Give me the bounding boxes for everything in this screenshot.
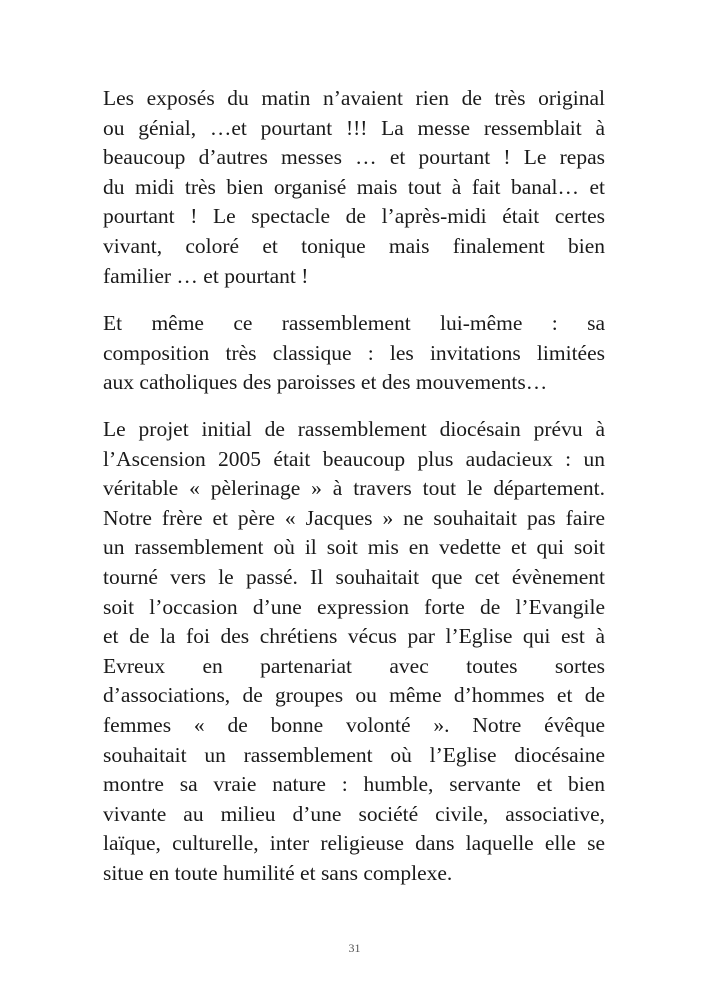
text-line: d’associations, de groupes ou même d’hommes et de [103, 683, 605, 708]
text-line: soit l’occasion d’une expression forte de l’Evangile [103, 594, 605, 619]
text-line: Et même ce rassemblement lui-même : sa [103, 311, 605, 335]
text-line: souhaitait un rassemblement où l’Eglise diocésaine [103, 742, 605, 767]
text-line: Notre frère et père « Jacques » ne souhaitait pas faire [103, 505, 605, 530]
text-line: vivant, coloré et tonique mais finalement bien [103, 233, 605, 258]
paragraph-2 [103, 309, 605, 398]
text-line: laïque, culturelle, inter religieuse dans laquelle elle se [103, 831, 605, 856]
paragraph-3 [103, 415, 605, 889]
page-number: 31 [348, 941, 361, 955]
text-line: pourtant ! Le spectacle de l’après-midi était certes [103, 204, 605, 229]
text-line: beaucoup d’autres messes … et pourtant ! Le repas [103, 145, 605, 170]
paragraph-1 [103, 84, 605, 291]
text-line: du midi très bien organisé mais tout à fait banal… et [103, 174, 605, 199]
text-line: véritable « pèlerinage » à travers tout le département. [103, 476, 605, 501]
text-line: ou génial, …et pourtant !!! La messe ressemblait à [103, 115, 605, 140]
text-line: un rassemblement où il soit mis en vedette et qui soit [103, 535, 605, 560]
text-line: Les exposés du matin n’avaient rien de très original [103, 86, 605, 110]
text-line: composition très classique : les invitations limitées [103, 340, 605, 365]
text-line: l’Ascension 2005 était beaucoup plus audacieux : un [103, 446, 605, 471]
text-line: tourné vers le passé. Il souhaitait que cet évènement [103, 564, 605, 589]
text-line: Le projet initial de rassemblement diocésain prévu à [103, 417, 605, 441]
text-line: femmes « de bonne volonté ». Notre évêque [103, 712, 605, 737]
text-line: montre sa vraie nature : humble, servante et bien [103, 772, 605, 797]
text-line: situe en toute humilité et sans complexe. [103, 860, 453, 885]
text-line: aux catholiques des paroisses et des mouvements… [103, 370, 548, 395]
text-line: vivante au milieu d’une société civile, associative, [103, 801, 605, 826]
text-line: et de la foi des chrétiens vécus par l’Eglise qui est à [103, 624, 605, 649]
text-line: Evreux en partenariat avec toutes sortes [103, 653, 605, 678]
text-line: familier … et pourtant ! [103, 263, 309, 288]
